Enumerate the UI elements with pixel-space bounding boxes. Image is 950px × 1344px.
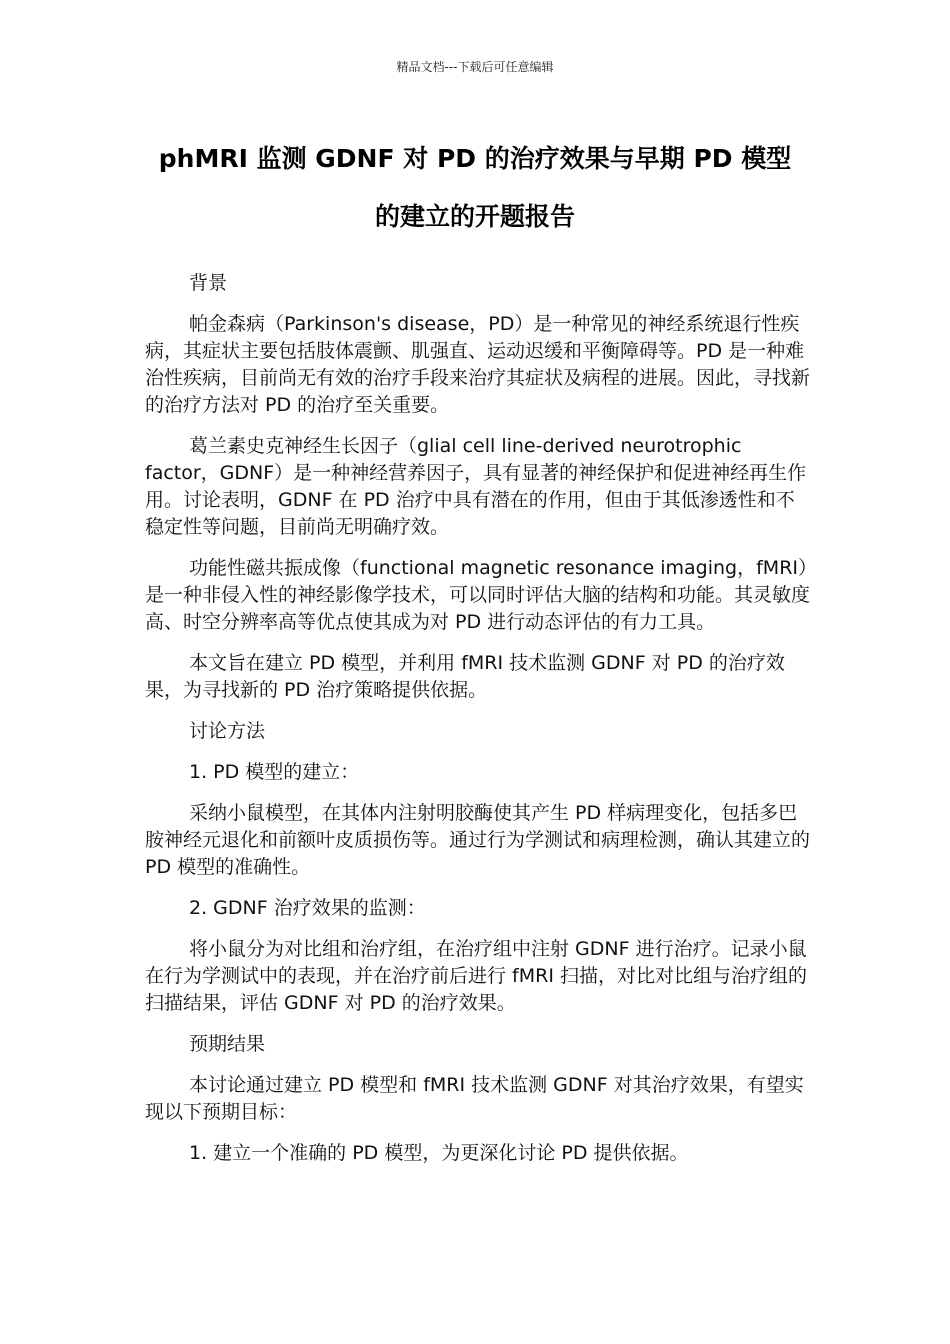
section-heading-background: 背景 <box>189 272 228 294</box>
paragraph-background-2: 葛兰素史克神经生长因子（glial cell line-derived neurotrophic factor，GDNF）是一种神经营养因子，具有显著的神经保护和促进神经再生作用。讨论表明，GDNF 在 PD 治疗中具有潜在的作用，但由于其低渗透性和不稳定性等问题，目前尚无明确疗效。 <box>145 435 807 538</box>
title-line-2: 的建立的开题报告 <box>374 202 575 231</box>
results-text: 本讨论通过建立 PD 模型和 fMRI 技术监测 GDNF 对其治疗效果，有望实现以下预期目标： <box>145 1074 804 1123</box>
document-body <box>145 270 810 1181</box>
paragraph-background-1: 帕金森病（Parkinson's disease，PD）是一种常见的神经系统退行性疾病，其症状主要包括肢体震颤、肌强直、运动迟缓和平衡障碍等。PD 是一种难治性疾病，目前尚无有效的治疗手段来治疗其症状及病程的进展。因此，寻找新的治疗方法对 PD 的治疗至关重要。 <box>145 313 811 416</box>
paragraph-background-3: 功能性磁共振成像（functional magnetic resonance imaging，fMRI）是一种非侵入性的神经影像学技术，可以同时评估大脑的结构和功能。其灵敏度高、时空分辨率高等优点使其成为对 PD 进行动态评估的有力工具。 <box>145 557 811 633</box>
method-1-text: 采纳小鼠模型，在其体内注射明胶酶使其产生 PD 样病理变化，包括多巴胺神经元退化和前额叶皮质损伤等。通过行为学测试和病理检测，确认其建立的 PD 模型的准确性。 <box>145 802 811 878</box>
method-2-heading: 2. GDNF 治疗效果的监测： <box>189 897 426 919</box>
method-1-heading: 1. PD 模型的建立： <box>189 761 360 783</box>
method-2-text: 将小鼠分为对比组和治疗组，在治疗组中注射 GDNF 进行治疗。记录小鼠在行为学测试中的表现，并在治疗前后进行 fMRI 扫描，对比对比组与治疗组的扫描结果，评估 GDNF 对 PD 的治疗效果。 <box>145 938 807 1014</box>
header-note: 精品文档---下载后可任意编辑 <box>396 60 554 74</box>
section-heading-methods: 讨论方法 <box>189 720 266 742</box>
result-item-1: 1. 建立一个准确的 PD 模型，为更深化讨论 PD 提供依据。 <box>189 1142 689 1164</box>
document-title <box>120 130 830 246</box>
title-line-1: phMRI 监测 GDNF 对 PD 的治疗效果与早期 PD 模型 <box>158 144 792 173</box>
section-heading-results: 预期结果 <box>189 1033 266 1055</box>
paragraph-background-4: 本文旨在建立 PD 模型，并利用 fMRI 技术监测 GDNF 对 PD 的治疗效果，为寻找新的 PD 治疗策略提供依据。 <box>145 652 785 701</box>
